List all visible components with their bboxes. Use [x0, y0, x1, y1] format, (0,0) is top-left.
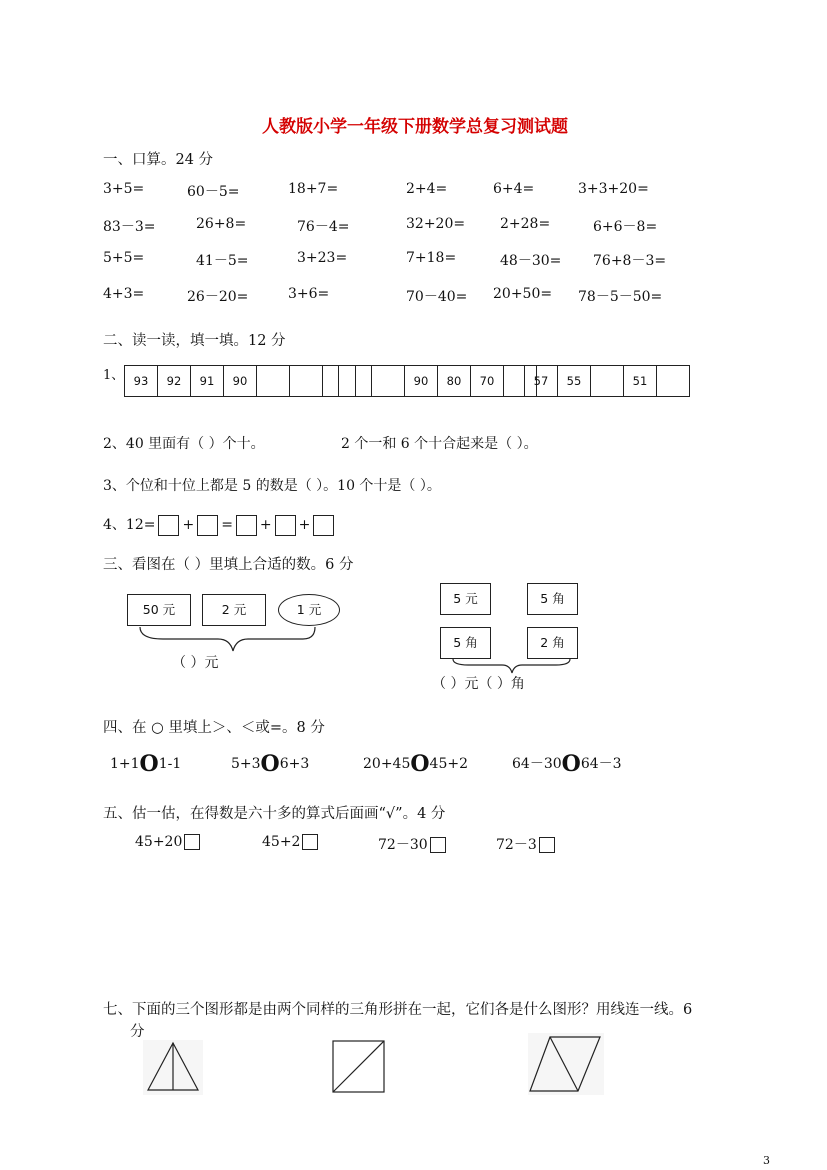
- checkbox[interactable]: [539, 837, 555, 853]
- money-coin-1-yuan: 1 元: [278, 594, 340, 626]
- question-4: [103, 514, 337, 536]
- square-shape-figure: [330, 1038, 388, 1096]
- sequence-cell: 55: [558, 366, 591, 397]
- mental-math-item: 41－5=: [196, 253, 249, 269]
- estimate-item: [262, 834, 318, 850]
- question-1-label: 1、: [103, 368, 125, 383]
- mental-math-item: 78－5－50=: [578, 289, 663, 305]
- money-box-2-yuan: 2 元: [202, 594, 266, 626]
- mental-math-item: 4+3=: [103, 286, 145, 302]
- section-3-heading: 三、看图在（ ）里填上合适的数。6 分: [103, 557, 354, 573]
- mental-math-item: 3+5=: [103, 181, 145, 197]
- mental-math-item: 2+28=: [500, 216, 551, 232]
- mental-math-item: 5+5=: [103, 250, 145, 266]
- sequence-cell: 80: [438, 366, 471, 397]
- mental-math-item: 83－3=: [103, 219, 156, 235]
- question-2b: 2 个一和 6 个十合起来是（ ）。: [341, 436, 538, 452]
- mental-math-item: 76+8－3=: [593, 253, 667, 269]
- mental-math-item: 26+8=: [196, 216, 247, 232]
- sequence-cell[interactable]: [339, 366, 372, 397]
- compare-right: 1-1: [158, 756, 182, 772]
- mental-math-item: 7+18=: [406, 250, 457, 266]
- compare-left: 20+45: [363, 756, 411, 772]
- sequence-cell[interactable]: [591, 366, 624, 397]
- sequence-cell: 70: [471, 366, 504, 397]
- sequence-cell: 93: [125, 366, 158, 397]
- mental-math-item: 76－4=: [297, 219, 350, 235]
- plus-sign: +: [182, 517, 195, 533]
- checkbox[interactable]: [184, 834, 200, 850]
- estimate-item: [135, 834, 200, 850]
- answer-box[interactable]: [236, 515, 257, 536]
- section-1-heading: 一、口算。24 分: [103, 152, 214, 168]
- estimate-expression: 45+2: [262, 834, 301, 850]
- compare-circle-icon[interactable]: O: [410, 751, 430, 777]
- mental-math-item: 48－30=: [500, 253, 562, 269]
- estimate-item: [378, 834, 446, 854]
- sequence-cell[interactable]: [372, 366, 405, 397]
- mental-math-item: 18+7=: [288, 181, 339, 197]
- brace-left: [133, 627, 323, 657]
- mental-math-item: 20+50=: [493, 286, 553, 302]
- answer-box[interactable]: [313, 515, 334, 536]
- mental-math-item: 26－20=: [187, 289, 249, 305]
- estimate-expression: 72－30: [378, 837, 428, 853]
- checkbox[interactable]: [430, 837, 446, 853]
- estimate-expression: 72－3: [496, 837, 537, 853]
- compare-right: 64－3: [580, 756, 622, 772]
- mental-math-item: 2+4=: [406, 181, 448, 197]
- compare-left: 64－30: [512, 756, 562, 772]
- compare-circle-icon[interactable]: O: [260, 751, 280, 777]
- compare-right: 45+2: [429, 756, 468, 772]
- right-answer: （ ）元（ ）角: [432, 676, 525, 692]
- compare-item: [110, 753, 181, 775]
- sequence-cell: 92: [158, 366, 191, 397]
- compare-item: [363, 753, 468, 775]
- section-7-heading-cont: 分: [130, 1024, 145, 1040]
- sequence-cell: 91: [191, 366, 224, 397]
- compare-left: 5+3: [231, 756, 261, 772]
- compare-circle-icon[interactable]: O: [139, 751, 159, 777]
- answer-box[interactable]: [158, 515, 179, 536]
- triangle-shape-figure: [143, 1040, 203, 1095]
- left-answer: （ ）元: [172, 655, 219, 671]
- sequence-cell[interactable]: [257, 366, 290, 397]
- section-7-heading: 七、下面的三个图形都是由两个同样的三角形拼在一起，它们各是什么图形？用线连一线。6: [103, 1002, 693, 1018]
- answer-box[interactable]: [197, 515, 218, 536]
- mental-math-item: 6+6－8=: [593, 219, 658, 235]
- question-4-prefix: 4、12=: [103, 517, 156, 533]
- sequence-cell: 90: [224, 366, 257, 397]
- sequence-cell[interactable]: [290, 366, 323, 397]
- page-number: 3: [763, 1154, 770, 1167]
- answer-box[interactable]: [275, 515, 296, 536]
- equals-sign: =: [221, 517, 233, 533]
- mental-math-item: 70－40=: [406, 289, 468, 305]
- section-5-heading: 五、估一估，在得数是六十多的算式后面画“√”。4 分: [103, 806, 446, 822]
- money-box-5-jiao: 5 角: [440, 627, 491, 659]
- compare-right: 6+3: [279, 756, 310, 772]
- section-2-heading: 二、读一读，填一填。12 分: [103, 333, 286, 349]
- money-box-5-yuan: 5 元: [440, 583, 491, 615]
- mental-math-item: 60－5=: [187, 184, 240, 200]
- number-sequence-1: [124, 365, 356, 397]
- plus-sign: +: [298, 517, 311, 533]
- question-2a: 2、40 里面有（ ）个十。: [103, 436, 265, 452]
- money-box-2-jiao: 2 角: [527, 627, 578, 659]
- compare-circle-icon[interactable]: O: [561, 751, 581, 777]
- section-4-heading: 四、在 ○ 里填上＞、＜或=。8 分: [103, 720, 325, 736]
- sequence-cell: 90: [405, 366, 438, 397]
- question-3: 3、个位和十位上都是 5 的数是（ ）。10 个十是（ ）。: [103, 478, 441, 494]
- compare-item: [231, 753, 309, 775]
- number-sequence-3: [524, 365, 690, 397]
- compare-left: 1+1: [110, 756, 140, 772]
- page-title: 人教版小学一年级下册数学总复习测试题: [262, 117, 568, 137]
- number-sequence-2: [338, 365, 537, 397]
- money-box-50-yuan: 50 元: [127, 594, 191, 626]
- sequence-cell: 57: [525, 366, 558, 397]
- sequence-cell[interactable]: [657, 366, 690, 397]
- estimate-item: [496, 834, 555, 854]
- mental-math-item: 3+6=: [288, 286, 330, 302]
- compare-item: [512, 753, 622, 775]
- money-box-5-jiao-top: 5 角: [527, 583, 578, 615]
- mental-math-item: 3+3+20=: [578, 181, 649, 197]
- checkbox[interactable]: [302, 834, 318, 850]
- estimate-expression: 45+20: [135, 834, 183, 850]
- sequence-cell: 51: [624, 366, 657, 397]
- plus-sign: +: [259, 517, 272, 533]
- parallelogram-shape-figure: [528, 1033, 604, 1095]
- mental-math-item: 6+4=: [493, 181, 535, 197]
- mental-math-item: 3+23=: [297, 250, 348, 266]
- mental-math-item: 32+20=: [406, 216, 466, 232]
